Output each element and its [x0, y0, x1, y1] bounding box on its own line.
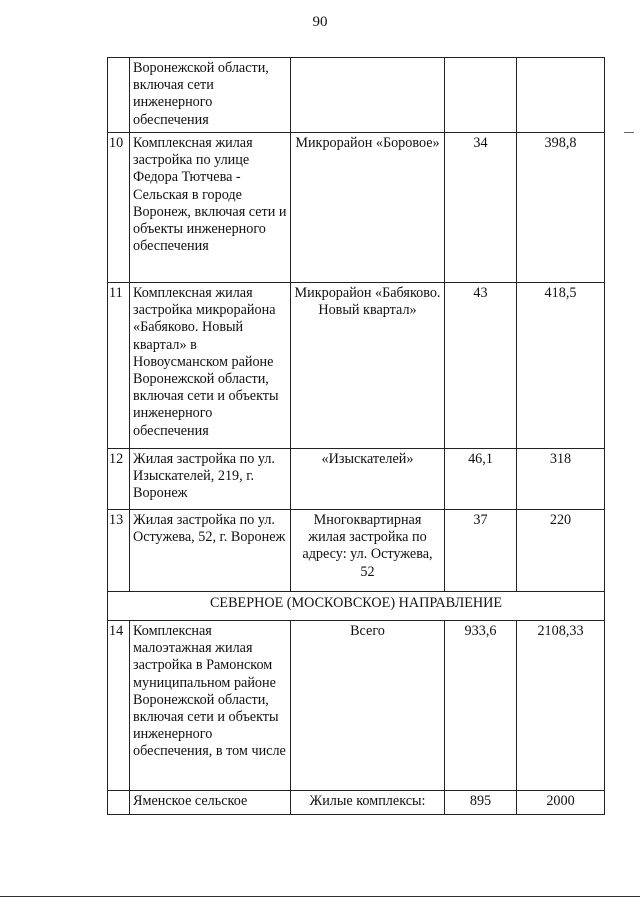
table-row	[108, 283, 605, 449]
project-location: Микрорайон «Боровое»	[291, 133, 445, 283]
project-location: Жилые комплексы:	[291, 791, 445, 815]
row-number: 11	[108, 283, 130, 449]
row-number: 10	[108, 133, 130, 283]
row-number: 13	[108, 510, 130, 592]
projects-table	[107, 57, 605, 815]
project-location	[291, 58, 445, 133]
table-row	[108, 791, 605, 815]
project-name: Жилая застройка по ул. Изыскателей, 219, г. Воронеж	[130, 449, 291, 510]
scan-edge-mark	[624, 132, 634, 133]
table-row	[108, 133, 605, 283]
table-row	[108, 510, 605, 592]
row-number	[108, 58, 130, 133]
project-name: Яменское сельское	[130, 791, 291, 815]
project-cost	[517, 58, 605, 133]
project-location: Микрорайон «Бабяково. Новый квартал»	[291, 283, 445, 449]
project-cost: 418,5	[517, 283, 605, 449]
project-location: Всего	[291, 621, 445, 791]
project-name: Воронежской области, включая сети инженерного обеспечения	[130, 58, 291, 133]
row-number: 12	[108, 449, 130, 510]
project-area: 34	[445, 133, 517, 283]
project-location: Многоквартирная жилая застройка по адресу: ул. Остужева, 52	[291, 510, 445, 592]
project-name: Комплексная жилая застройка по улице Федора Тютчева - Сельская в городе Воронеж, включая сети и объекты инженерного обеспечения	[130, 133, 291, 283]
project-cost: 2000	[517, 791, 605, 815]
project-location: «Изыскателей»	[291, 449, 445, 510]
project-area	[445, 58, 517, 133]
project-name: Комплексная малоэтажная жилая застройка в Рамонском муниципальном районе Воронежской области, включая сети и объекты инженерного обеспечения, в том числе	[130, 621, 291, 791]
project-area: 46,1	[445, 449, 517, 510]
project-cost: 220	[517, 510, 605, 592]
project-name: Жилая застройка по ул. Остужева, 52, г. Воронеж	[130, 510, 291, 592]
project-area: 895	[445, 791, 517, 815]
page-number: 90	[312, 14, 328, 30]
project-name: Комплексная жилая застройка микрорайона «Бабяково. Новый квартал» в Новоусманском районе Воронежской области, включая сети и объекты инженерного обеспечения	[130, 283, 291, 449]
table-row	[108, 621, 605, 791]
table-row	[108, 449, 605, 510]
project-area: 933,6	[445, 621, 517, 791]
table-row	[108, 58, 605, 133]
project-cost: 318	[517, 449, 605, 510]
project-area: 37	[445, 510, 517, 592]
section-heading: СЕВЕРНОЕ (МОСКОВСКОЕ) НАПРАВЛЕНИЕ	[108, 592, 605, 621]
row-number: 14	[108, 621, 130, 791]
page-bottom-edge	[0, 896, 640, 897]
project-cost: 2108,33	[517, 621, 605, 791]
project-area: 43	[445, 283, 517, 449]
row-number	[108, 791, 130, 815]
project-cost: 398,8	[517, 133, 605, 283]
section-heading-row	[108, 592, 605, 621]
